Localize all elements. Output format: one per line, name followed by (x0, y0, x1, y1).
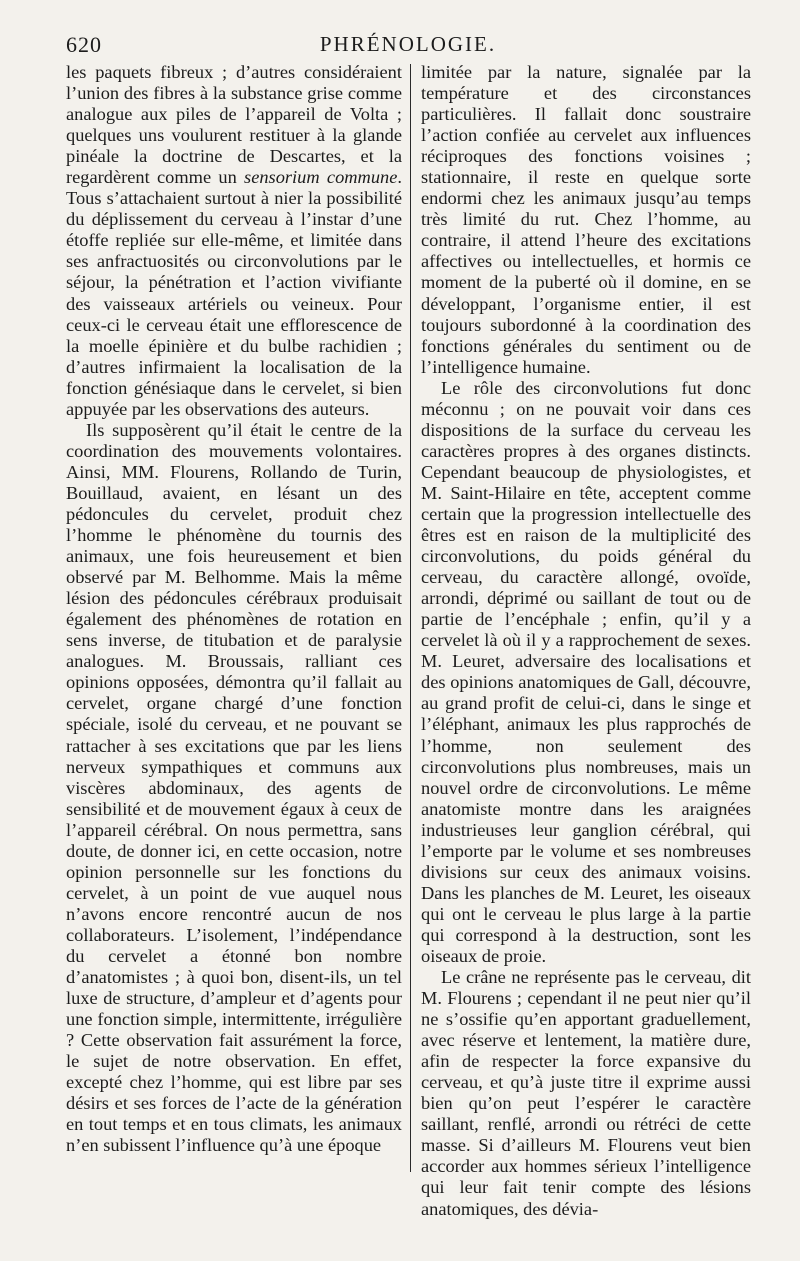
page-number: 620 (66, 32, 102, 57)
latin-term: sensorium commune (244, 167, 398, 188)
right-paragraph-1: limitée par la nature, signalée par la température et des circonstances particulières. Il fallait donc soustraire l’action confiée au cervelet aux influences réciproques des fonctions voisines ; stationnaire, il reste en quelque sorte endormi chez les animaux jusqu’au temps très limité du rut. Chez l’homme, au contraire, il attend l’heure des excitations affectives ou intellectuelles, et hormis ce moment de la puberté où il domine, en se développant, l’organisme entier, il est toujours subordonné à la coordination des fonctions générales du sentiment ou de l’intelligence humaine. (421, 62, 751, 377)
right-paragraph-2: Le rôle des circonvolutions fut donc méconnu ; on ne pouvait voir dans ces dispositions de la surface du cerveau les caractères propres à des organes distincts. Cependant beaucoup de physiologistes, et M. Saint-Hilaire en tête, acceptent comme certain que la progression intellectuelle des êtres est en raison de la multiplicité des circonvolutions, du poids général du cerveau, du caractère allongé, ovoïde, arrondi, déprimé ou saillant de tout ou de partie de l’encéphale ; enfin, qu’il y a cervelet là où il y a rapprochement de sexes. M. Leuret, adversaire des localisations et des opinions anatomiques de Gall, découvre, au grand profit de celui-ci, dans le singe et l’éléphant, animaux les plus rapprochés de l’homme, non seulement des circonvolutions plus nombreuses, mais un nouvel ordre de circonvolutions. Le même anatomiste montre dans les araignées industrieuses leur ganglion cérébral, qui l’emporte par le volume et ses nombreuses divisions sur ceux des animaux voisins. Dans les planches de M. Leuret, les oiseaux qui ont le cerveau le plus large à la partie qui correspond à la destruction, sont les oiseaux de proie. (421, 377, 751, 966)
left-paragraph-2: Ils supposèrent qu’il était le centre de la coordination des mouvements volontaires. Ainsi, MM. Flourens, Rollando de Turin, Bouillaud, avaient, en lésant un des pédoncules du cervelet, produit chez l’homme le phénomène du tournis des animaux, une fois heureusement et bien observé par M. Belhomme. Mais la même lésion des pédoncules cérébraux produisait également des phénomènes de rotation en sens inverse, de titubation et de paralysie analogues. M. Broussais, ralliant ces opinions opposées, démontra qu’il fallait au cervelet, organe chargé d’une fonction spéciale, isolé du cerveau, et ne pouvant se rattacher à ses excitations que par les liens nerveux sympathiques et communs aux viscères abdominaux, des agents de sensibilité et de mouvement égaux à ceux de l’appareil cérébral. On nous permettra, sans doute, de donner ici, en cette occasion, notre opinion personnelle sur les fonctions du cervelet, à un point de vue auquel nous n’avons encore rencontré aucun de nos collaborateurs. L’isolement, l’indépendance du cervelet a étonné bon nombre d’anatomistes ; à quoi bon, disent-ils, un tel luxe de structure, d’ampleur et d’agents pour une fonction simple, intermittente, irrégulière ? Cette observation fait assurément la force, le sujet de notre observation. En effet, excepté chez l’homme, qui est libre par ses désirs et ses forces de l’acte de la génération en tout temps et en tous climats, les animaux n’en subissent l’influence qu’à une époque (66, 419, 402, 1156)
column-divider (410, 64, 411, 1172)
page-header (66, 32, 750, 62)
running-title: PHRÉNOLOGIE. (319, 32, 497, 56)
right-column (421, 62, 751, 1219)
right-paragraph-3: Le crâne ne représente pas le cerveau, dit M. Flourens ; cependant il ne peut nier qu’il ne s’ossifie qu’en apportant graduellement, avec réserve et lentement, la matière dure, afin de respecter la force expansive du cerveau, et qu’à juste titre il exprime aussi bien qu’on peut l’espérer le caractère saillant, renflé, arrondi ou rétréci de cette masse. Si d’ailleurs M. Flourens veut bien accorder aux hommes sérieux l’intelligence qui leur fait tenir compte des lésions anatomiques, des dévia- (421, 967, 751, 1219)
left-paragraph-1: les paquets fibreux ; d’autres considéraient l’union des fibres à la substance grise comme analogue aux piles de l’appareil de Volta ; quelques uns voulurent restituer à la glande pinéale la doctrine de Descartes, et la regardèrent comme un sensorium commune. Tous s’attachaient surtout à nier la possibilité du déplissement du cerveau à l’instar d’une étoffe repliée sur elle-même, et limitée dans ses anfractuosités ou circonvolutions par le séjour, la pénétration et l’action vivifiante des vaisseaux artériels ou veineux. Pour ceux-ci le cerveau était une efflorescence de la moelle épinière et du bulbe rachidien ; d’autres infirmaient la localisation de la fonction génésiaque dans le cervelet, si bien appuyée par les observations des auteurs. (66, 62, 402, 419)
left-column (66, 62, 402, 1182)
